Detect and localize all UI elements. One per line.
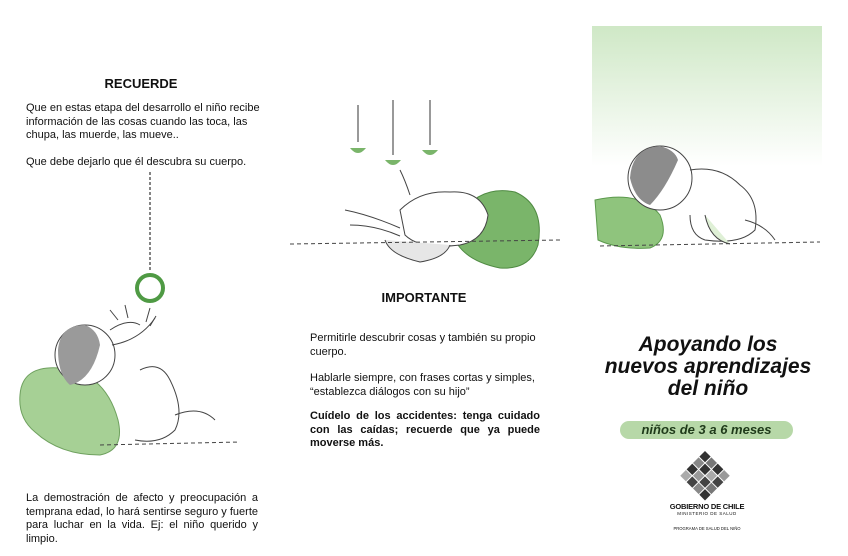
recuerde-heading: RECUERDE	[104, 76, 178, 91]
age-range-badge: niños de 3 a 6 meses	[620, 421, 793, 439]
importante-paragraph-2: Hablarle siempre, con frases cortas y simples, “establezca diálogos con su hijo”	[310, 372, 535, 398]
government-name: GOBIERNO DE CHILE	[669, 502, 745, 511]
importante-paragraph-3: Cuídelo de los accidentes: tenga cuidado con las caídas; recuerde que ya puede moverse más.	[310, 410, 540, 449]
program-name: PROGRAMA DE SALUD DEL NIÑO	[673, 526, 741, 531]
recuerde-paragraph-3: La demostración de afecto y preocupación a temprana edad, lo hará sentirse seguro y fuerte para luchar en la vida. Ej: el niño querido y limpio.	[26, 492, 258, 545]
cover-title-line-2: nuevos aprendizajes	[604, 355, 812, 378]
ministry-name: MINISTERIO DE SALUD	[677, 511, 737, 516]
cover-title-line-3: del niño	[667, 377, 749, 400]
cover-title-line-1: Apoyando los	[638, 333, 778, 356]
recuerde-paragraph-2: Que debe dejarlo que él descubra su cuerpo.	[26, 156, 247, 168]
recuerde-paragraph-1: Que en estas etapa del desarrollo el niño recibe información de las cosas cuando las toca, las chupa, las muerde, las mueve..	[26, 102, 260, 141]
importante-paragraph-1: Permitirle descubrir cosas y también su propio cuerpo.	[310, 332, 536, 358]
importante-heading: IMPORTANTE	[381, 290, 467, 305]
